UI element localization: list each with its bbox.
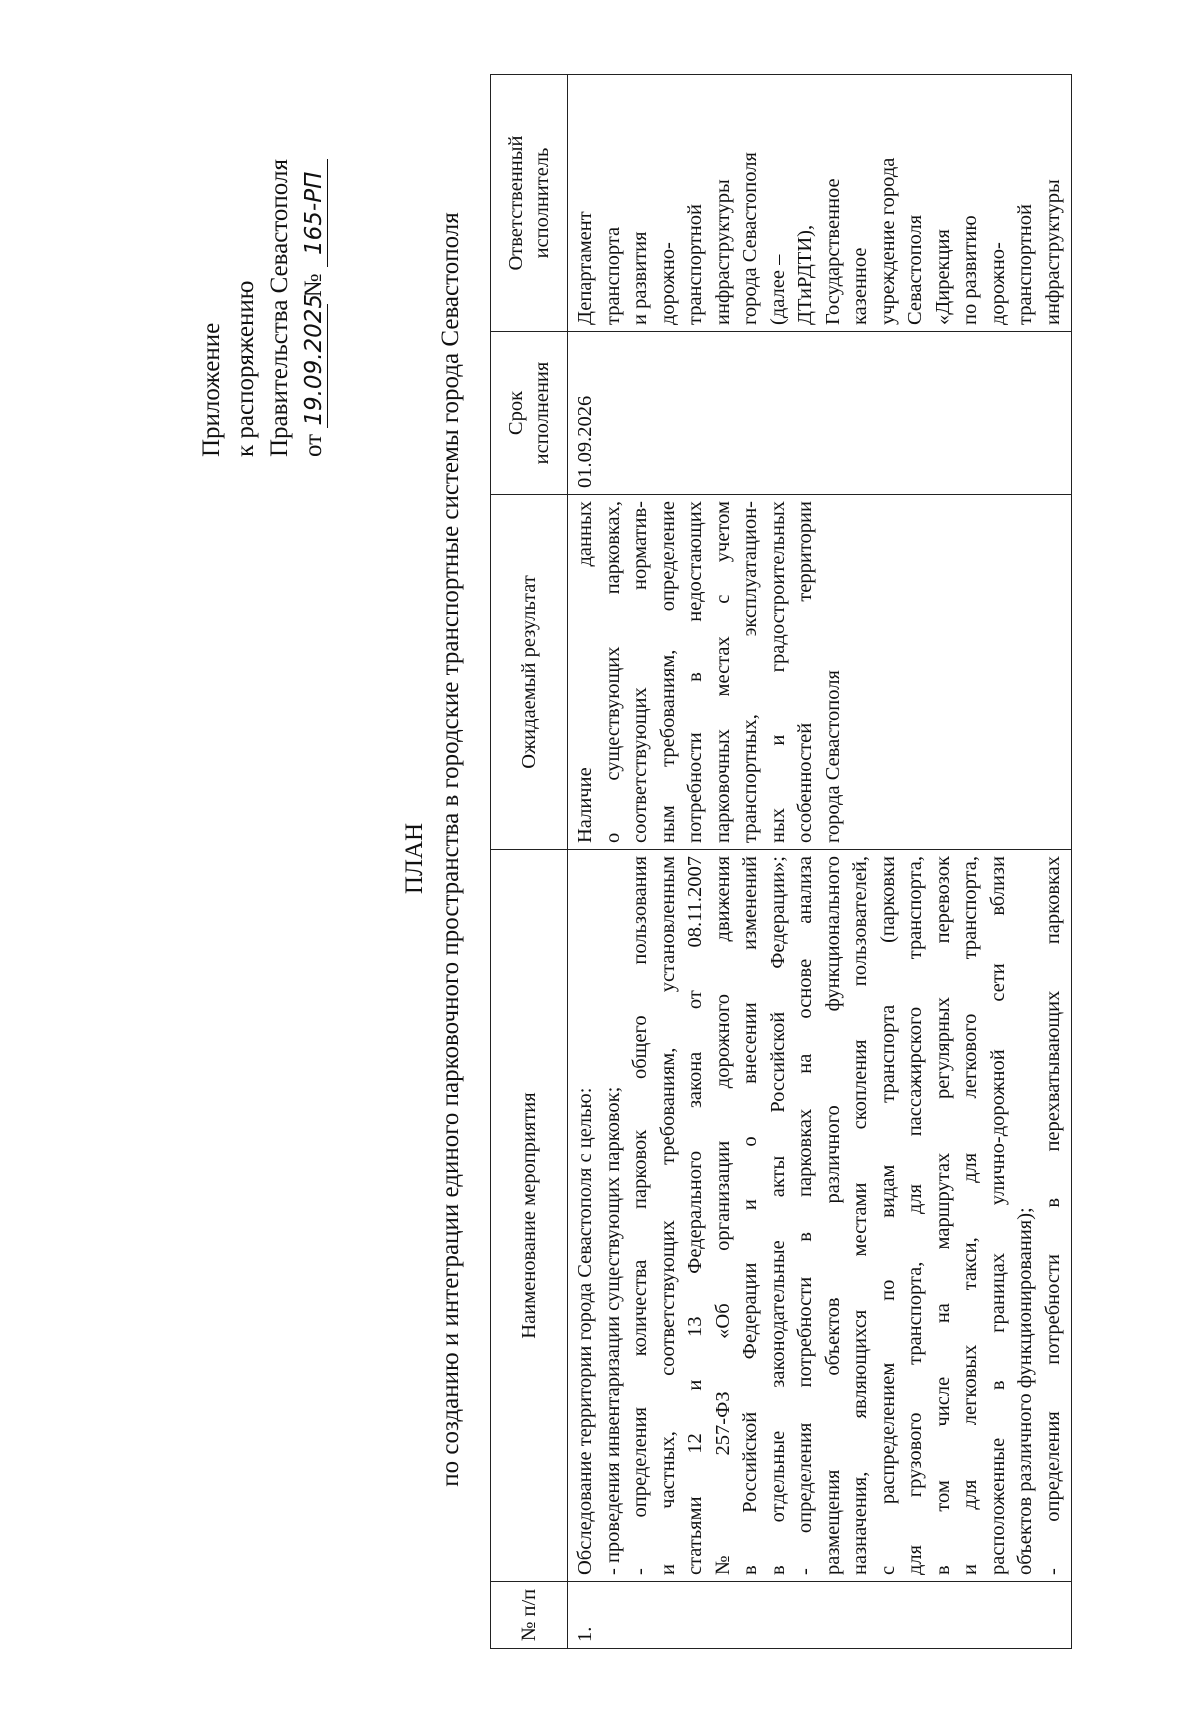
executor-line: Севастополя	[904, 214, 926, 325]
result-line: соответствующих норматив-	[629, 501, 651, 843]
plan-subtitle: по созданию и интеграции единого парковочного пространства в городские транспортные системы города Севастополя	[437, 212, 464, 1487]
event-line: № 257-ФЗ «Об организации дорожного движения	[711, 856, 734, 1575]
event-line: - определения потребности в парковках на основе анализа	[794, 856, 816, 1575]
executor-line: «Дирекция	[931, 229, 954, 325]
number-prefix: №	[300, 273, 327, 298]
appendix-line-1: Приложение	[198, 322, 225, 457]
executor-line: транспортной	[684, 204, 706, 325]
event-line: объектов различного функционирования);	[1014, 1207, 1036, 1575]
appendix-line-3: Правительства Севастополя	[266, 159, 293, 457]
event-line: размещения объектов различного функционального	[821, 856, 844, 1575]
executor-line: учреждение города	[876, 157, 899, 325]
header-event: Наименование мероприятия	[491, 850, 568, 1582]
executor-line: и развития	[629, 231, 651, 325]
executor-line: Департамент	[574, 211, 596, 325]
result-line: ным требованиям, определение	[656, 501, 679, 843]
result-line: о существующих парковках,	[601, 501, 624, 843]
executor-line: дорожно-	[656, 242, 679, 325]
event-line: - определения потребности в перехватывающих парковках	[1041, 856, 1064, 1575]
executor-line: Государственное	[821, 178, 844, 325]
executor-line: инфраструктуры	[711, 179, 734, 325]
appendix-block	[195, 37, 331, 457]
executor-line: (далее –	[766, 254, 789, 325]
event-line: в отдельные законодательные акты Российской Федерации»;	[766, 856, 789, 1575]
executor-cell	[568, 75, 1072, 332]
executor-line: города Севастополя	[739, 152, 761, 325]
event-line: в том числе на маршрутах регулярных перевозок	[931, 856, 954, 1575]
appendix-date-line	[297, 37, 331, 457]
deadline-cell: 01.09.2026	[568, 332, 1072, 495]
result-line: потребности в недостающих	[684, 501, 706, 843]
header-deadline: Срок исполнения	[491, 332, 568, 495]
event-line: статьями 12 и 13 Федерального закона от 08.11.2007	[684, 856, 706, 1575]
executor-line: инфраструктуры	[1041, 179, 1064, 325]
event-line: - определения количества парковок общего пользования	[629, 856, 651, 1575]
from-prefix: от	[300, 433, 327, 457]
event-line: и частных, соответствующих требованиям, установленным	[656, 856, 679, 1575]
event-line: с распределением по видам транспорта (парковки	[876, 856, 899, 1575]
plan-title: ПЛАН	[401, 822, 428, 895]
result-cell	[568, 495, 1072, 850]
table-header-row	[491, 75, 568, 1649]
executor-line: ДТиРДТИ),	[794, 224, 816, 325]
event-line: Обследование территории города Севастополя с целью:	[574, 1087, 596, 1575]
appendix-line-2: к распоряжению	[232, 280, 259, 457]
result-line: города Севастополя	[821, 670, 844, 843]
event-line: - проведения инвентаризации существующих парковок;	[601, 1086, 624, 1575]
plan-table	[490, 74, 1072, 1649]
result-line: парковочных местах с учетом	[711, 501, 734, 843]
row-number: 1.	[568, 1582, 1072, 1649]
result-line: ных и градостроительных	[766, 501, 789, 843]
event-cell	[568, 850, 1072, 1582]
table-row	[568, 75, 1072, 1649]
result-line: Наличие данных	[574, 501, 596, 843]
executor-line: казенное	[849, 247, 871, 325]
header-num: № п/п	[491, 1582, 568, 1649]
executor-line: транспорта	[601, 226, 624, 325]
event-line: для грузового транспорта, для пассажирского транспорта,	[904, 856, 926, 1575]
event-line: в Российской Федерации и о внесении изменений	[739, 856, 761, 1575]
result-line: особенностей территории	[794, 501, 816, 843]
handwritten-number: 165-РП	[301, 159, 328, 267]
result-line: транспортных, эксплуатацион-	[739, 501, 761, 843]
event-line: и для легковых такси, для легкового транспорта,	[959, 856, 981, 1575]
executor-line: дорожно-	[986, 242, 1009, 325]
header-executor: Ответственный исполнитель	[491, 75, 568, 332]
header-result: Ожидаемый результат	[491, 495, 568, 850]
handwritten-date: 19.09.2025	[301, 293, 327, 426]
executor-line: по развитию	[959, 215, 981, 325]
event-line: назначения, являющихся местами скопления пользователей,	[849, 856, 871, 1575]
event-line: расположенные в границах улично-дорожной сети вблизи	[986, 856, 1009, 1575]
executor-line: транспортной	[1014, 204, 1036, 325]
